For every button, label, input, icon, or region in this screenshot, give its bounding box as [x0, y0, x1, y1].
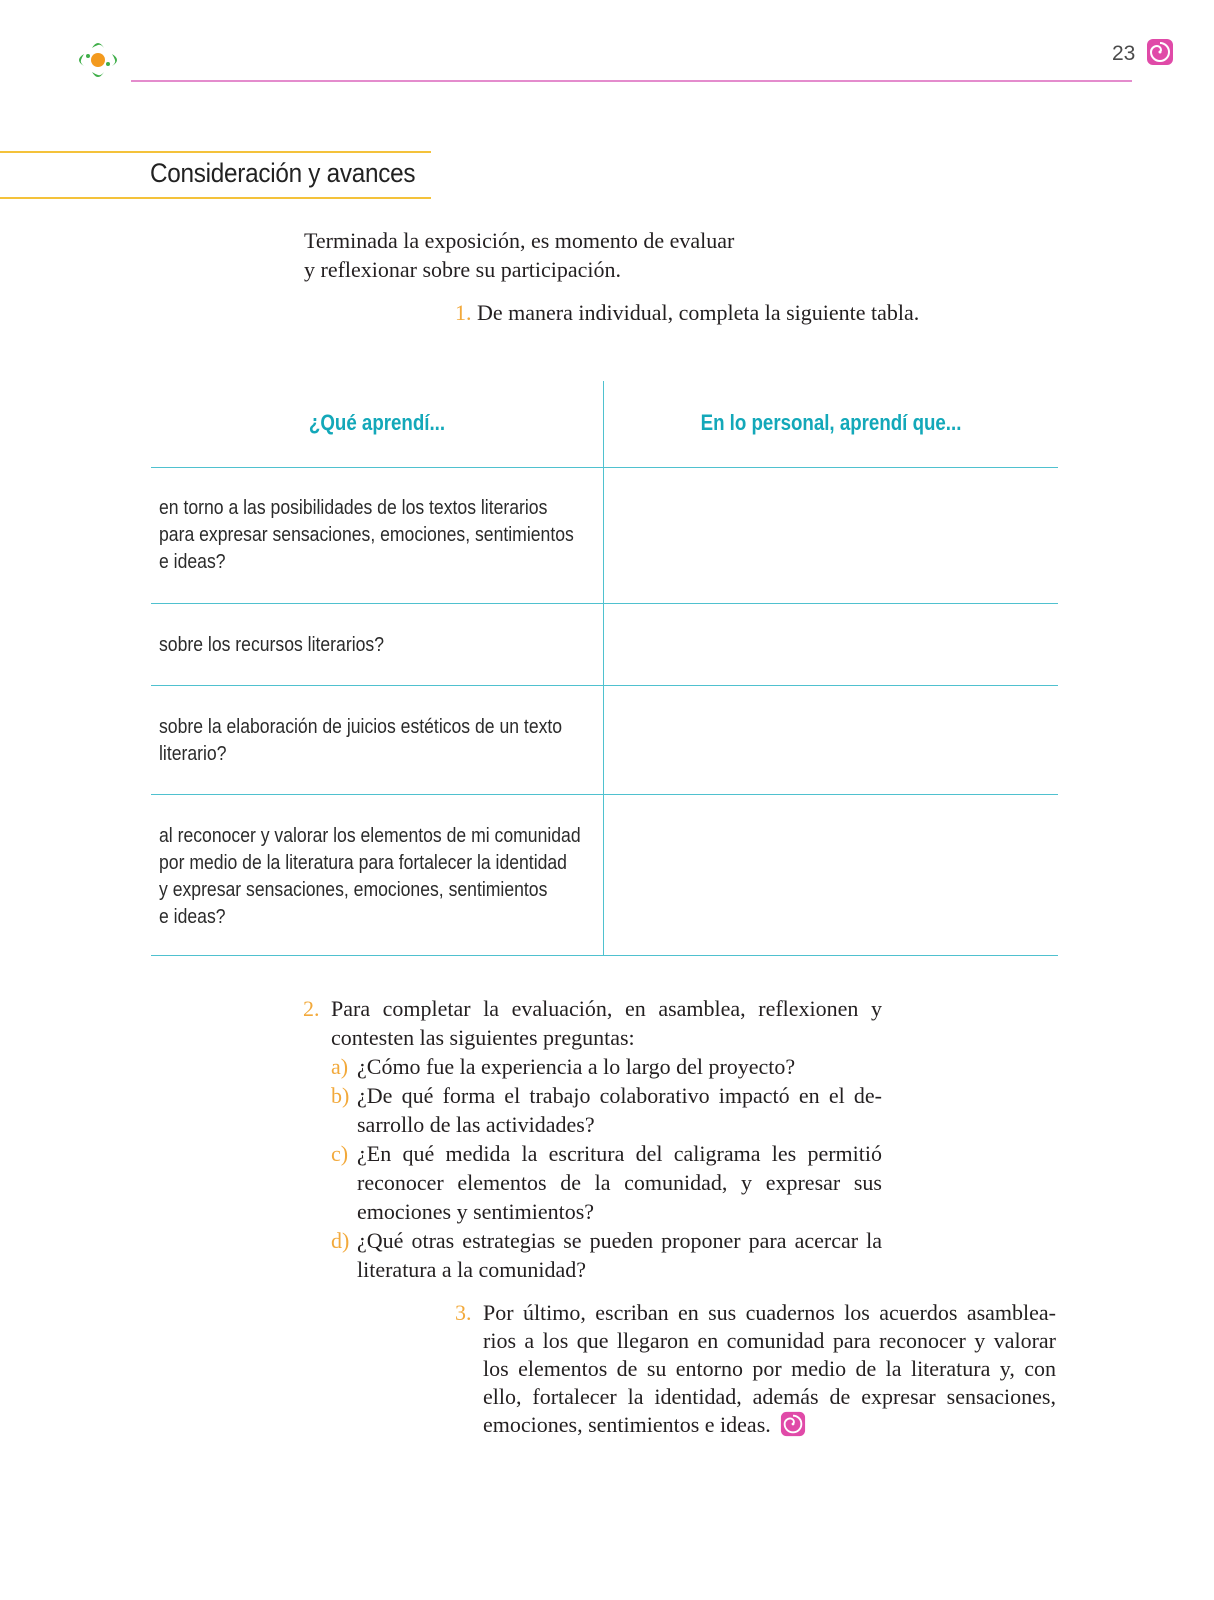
- table-cell-line: e ideas?: [159, 906, 226, 928]
- question-letter: a): [331, 1054, 349, 1079]
- instruction-text-line: los elementos de su entorno por medio de la literatura y, con: [483, 1356, 1056, 1381]
- instruction-number: 2.: [303, 996, 320, 1021]
- intro-line: Terminada la exposición, es momento de evaluar: [304, 228, 735, 253]
- table-cell-line: por medio de la literatura para fortalecer la identidad: [159, 852, 567, 874]
- question-line: ¿Qué otras estrategias se pueden proponer para acercar la: [357, 1228, 882, 1253]
- instruction-text-line: rios a los que llegaron en comunidad para reconocer y valorar: [483, 1328, 1056, 1353]
- instruction-text-line: Para completar la evaluación, en asamblea, reflexionen y: [331, 996, 882, 1021]
- question-line: reconocer elementos de la comunidad, y expresar sus: [357, 1170, 882, 1195]
- table-cell-line: para expresar sensaciones, emociones, sentimientos: [159, 524, 574, 546]
- question-letter: d): [331, 1228, 350, 1253]
- flower-logo-icon: [72, 34, 124, 86]
- table-row: [159, 495, 573, 576]
- table-row-rule: [151, 603, 1058, 604]
- table-row: [159, 632, 573, 659]
- intro-line: y reflexionar sobre su participación.: [304, 257, 622, 282]
- instruction-text-line: Por último, escriban en sus cuadernos los acuerdos asamblea-: [483, 1300, 1056, 1325]
- table-header-personal: En lo personal, aprendí que...: [700, 410, 962, 435]
- header-rule: [131, 80, 1132, 82]
- instruction-text-line: [483, 1410, 806, 1439]
- instruction-number: 3.: [455, 1300, 472, 1325]
- question-line: emociones y sentimientos?: [357, 1199, 595, 1224]
- question-line: literatura a la comunidad?: [357, 1257, 587, 1282]
- table-row: [159, 823, 581, 931]
- table-bottom-rule: [151, 955, 1058, 956]
- table-row-rule: [151, 794, 1058, 795]
- instruction-1: [455, 298, 919, 327]
- instruction-text-line: contesten las siguientes preguntas:: [331, 1025, 635, 1050]
- table-row: [159, 714, 573, 768]
- section-title: Consideración y avances: [150, 158, 416, 188]
- table-cell-line: sobre los recursos literarios?: [159, 634, 384, 656]
- question-line: sarrollo de las actividades?: [357, 1112, 595, 1137]
- spiral-ornament-icon: [1146, 38, 1174, 66]
- table-cell-line: literario?: [159, 743, 227, 765]
- instruction-number: 1.: [455, 300, 472, 325]
- table-cell-line: y expresar sensaciones, emociones, sentimientos: [159, 879, 548, 901]
- table-cell-line: e ideas?: [159, 551, 226, 573]
- question-line: ¿De qué forma el trabajo colaborativo impactó en el de-: [357, 1083, 882, 1108]
- page-number: 23: [1112, 42, 1136, 65]
- instruction-text-line: ello, fortalecer la identidad, además de expresar sensaciones,: [483, 1384, 1056, 1409]
- question-line: ¿En qué medida la escritura del caligrama les permitió: [357, 1141, 882, 1166]
- question-letter: b): [331, 1083, 350, 1108]
- table-cell-line: en torno a las posibilidades de los textos literarios: [159, 497, 548, 519]
- question-line: ¿Cómo fue la experiencia a lo largo del proyecto?: [357, 1054, 796, 1079]
- table-header-learned: ¿Qué aprendí...: [308, 410, 446, 435]
- table-header-rule: [151, 467, 1058, 468]
- table-cell-line: al reconocer y valorar los elementos de mi comunidad: [159, 825, 581, 847]
- table-cell-line: sobre la elaboración de juicios estéticos de un texto: [159, 716, 563, 738]
- instruction-text-end: emociones, sentimientos e ideas.: [483, 1412, 771, 1437]
- question-letter: c): [331, 1141, 349, 1166]
- spiral-ornament-icon: [780, 1411, 806, 1437]
- instruction-text: De manera individual, completa la siguiente tabla.: [477, 300, 920, 325]
- table-row-rule: [151, 685, 1058, 686]
